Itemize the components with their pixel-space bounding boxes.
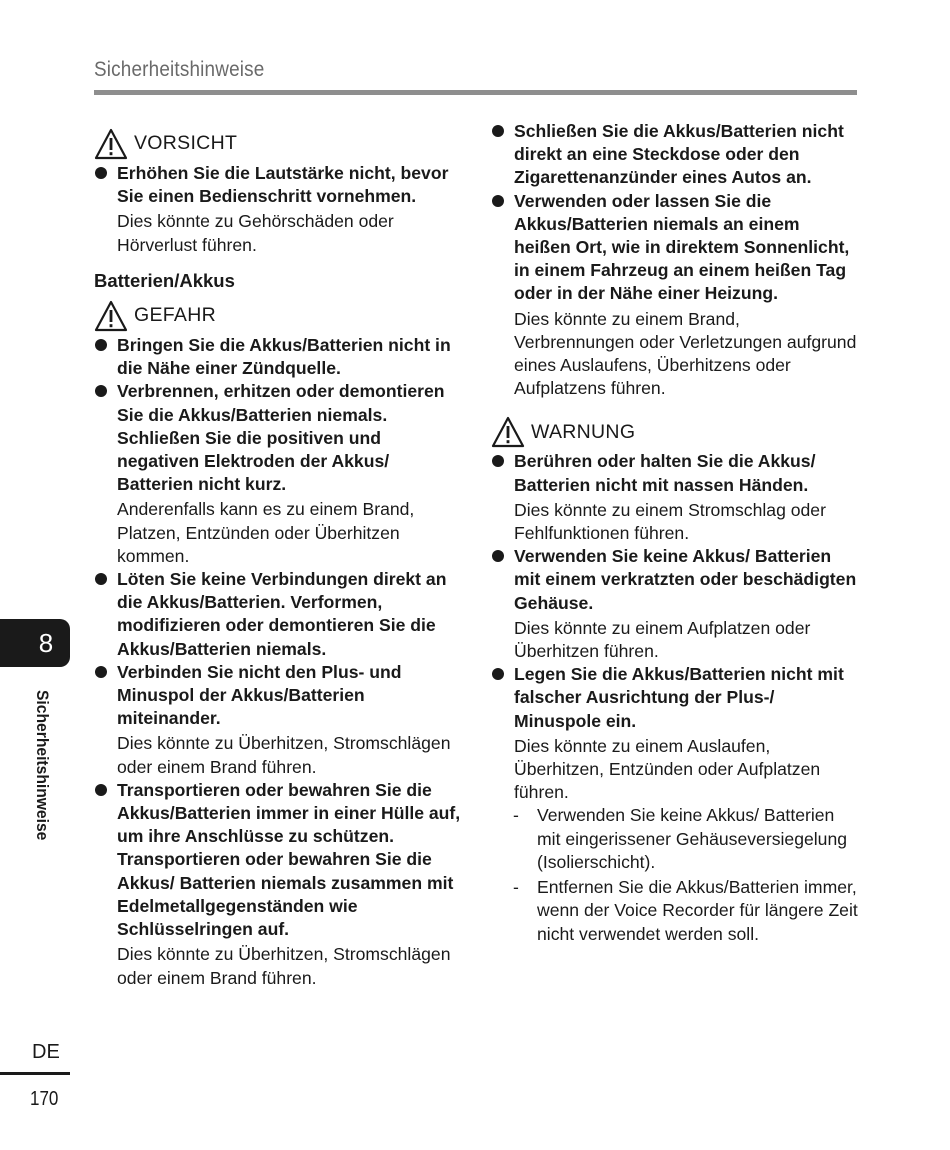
item-bold-text: Erhöhen Sie die Lautstärke nicht, bevor Sie einen Bedienschritt vornehmen. (117, 163, 449, 207)
gefahr-label: GEFAHR (134, 304, 216, 327)
bullet-icon (492, 550, 504, 562)
bullet-icon (492, 125, 504, 137)
item-normal-text: Dies könnte zu Gehörschäden oder Hörverlust führen. (117, 211, 394, 255)
bullet-icon (95, 573, 107, 585)
bullet-icon (95, 666, 107, 678)
warnung-heading (491, 416, 861, 448)
warnung-label: WARNUNG (531, 420, 636, 443)
bullet-icon (95, 385, 107, 397)
list-item (94, 380, 464, 568)
list-item (491, 120, 861, 190)
item-normal-text: Dies könnte zu einem Stromschlag oder Fehlfunktionen führen. (514, 499, 826, 544)
section-heading: Batterien/Akkus (94, 269, 235, 291)
list-item (94, 568, 464, 661)
left-column (94, 120, 464, 990)
bullet-icon (492, 455, 504, 467)
item-bold-text: Löten Sie keine Verbindungen direkt an die Akkus/Batterien. Verformen, modifizieren oder demontieren Sie die Akkus/Batterien niemals. (117, 569, 447, 659)
item-normal-text: Dies könnte zu einem Brand, Verbrennungen oder Verletzungen aufgrund eines Auslaufens, Überhitzens oder Aufplatzens führen. (514, 308, 857, 399)
list-item (94, 661, 464, 779)
dash-list-item (491, 876, 861, 946)
list-item (94, 779, 464, 990)
warning-triangle-icon (94, 128, 128, 160)
chapter-number: 8 (38, 628, 54, 658)
item-bold-text: Transportieren oder bewahren Sie die Akkus/Batterien immer in einer Hülle auf, um ihre Anschlüsse zu schützen. Transportieren oder bewahren Sie die Akkus/ Batterien niemals zusammen mit Edelmetallgegenständen wie Schlüsselringen auf. (117, 779, 461, 940)
list-item (94, 334, 464, 380)
dash-item-text: Verwenden Sie keine Akkus/ Batterien mit eingerissener Gehäuseversiegelung (Isolierschicht). (537, 805, 848, 872)
item-normal-text: Dies könnte zu Überhitzen, Stromschlägen oder einem Brand führen. (117, 733, 451, 777)
chapter-tab (0, 619, 70, 667)
vorsicht-label: VORSICHT (134, 132, 238, 155)
language-label: DE (32, 1041, 60, 1063)
item-bold-text: Bringen Sie die Akkus/Batterien nicht in die Nähe einer Zündquelle. (117, 335, 451, 379)
bullet-icon (95, 339, 107, 351)
item-bold-text: Schließen Sie die Akkus/Batterien nicht direkt an eine Steckdose oder den Zigarettenanzünder eines Autos an. (514, 121, 844, 188)
dash-list-item (491, 804, 861, 874)
bullet-icon (95, 167, 107, 179)
item-bold-text: Verwenden Sie keine Akkus/ Batterien mit einem verkratzten oder beschädigten Gehäuse. (514, 546, 857, 613)
language-rule (0, 1072, 70, 1075)
right-column (491, 120, 861, 946)
item-normal-text: Dies könnte zu einem Aufplatzen oder Überhitzen führen. (514, 617, 811, 662)
bullet-icon (95, 784, 107, 796)
list-item (491, 545, 861, 663)
warning-triangle-icon (94, 300, 128, 332)
chapter-side-label: Sicherheitshinweise (33, 690, 52, 841)
item-bold-text: Verwenden oder lassen Sie die Akkus/Batterien niemals an einem heißen Ort, wie in direktem Sonnenlicht, in einem Fahrzeug an einem heißen Tag oder in der Nähe einer Heizung. (514, 190, 850, 304)
list-item (491, 663, 861, 804)
item-normal-text: Dies könnte zu einem Auslaufen, Überhitzen, Entzünden oder Aufplatzen führen. (514, 735, 821, 803)
item-bold-text: Verbinden Sie nicht den Plus- und Minuspol der Akkus/Batterien miteinander. (117, 661, 402, 729)
bullet-icon (492, 195, 504, 207)
dash-item-text: Entfernen Sie die Akkus/Batterien immer, wenn der Voice Recorder für längere Zeit nicht verwendet werden soll. (537, 877, 858, 944)
dash-marker: - (513, 805, 519, 826)
item-normal-text: Dies könnte zu Überhitzen, Stromschlägen oder einem Brand führen. (117, 944, 451, 988)
vorsicht-heading (94, 128, 464, 160)
warning-triangle-icon (491, 416, 525, 448)
bullet-icon (492, 668, 504, 680)
item-bold-text: Legen Sie die Akkus/Batterien nicht mit falscher Ausrichtung der Plus-/ Minuspole ein. (514, 664, 844, 731)
item-normal-text: Anderenfalls kann es zu einem Brand, Platzen, Entzünden oder Überhitzen kommen. (117, 499, 415, 566)
item-bold-text: Berühren oder halten Sie die Akkus/ Batterien nicht mit nassen Händen. (514, 451, 816, 495)
page-number: 170 (30, 1088, 59, 1110)
gefahr-heading (94, 300, 464, 332)
list-item (491, 450, 861, 545)
list-item (491, 190, 861, 401)
header-rule (94, 90, 857, 95)
list-item (94, 162, 464, 257)
page-header-title: Sicherheitshinweise (94, 58, 265, 81)
item-bold-text: Verbrennen, erhitzen oder demontieren Sie die Akkus/Batterien niemals. Schließen Sie die positiven und negativen Elektroden der Akkus/ Batterien nicht kurz. (117, 381, 445, 495)
dash-marker: - (513, 877, 519, 898)
